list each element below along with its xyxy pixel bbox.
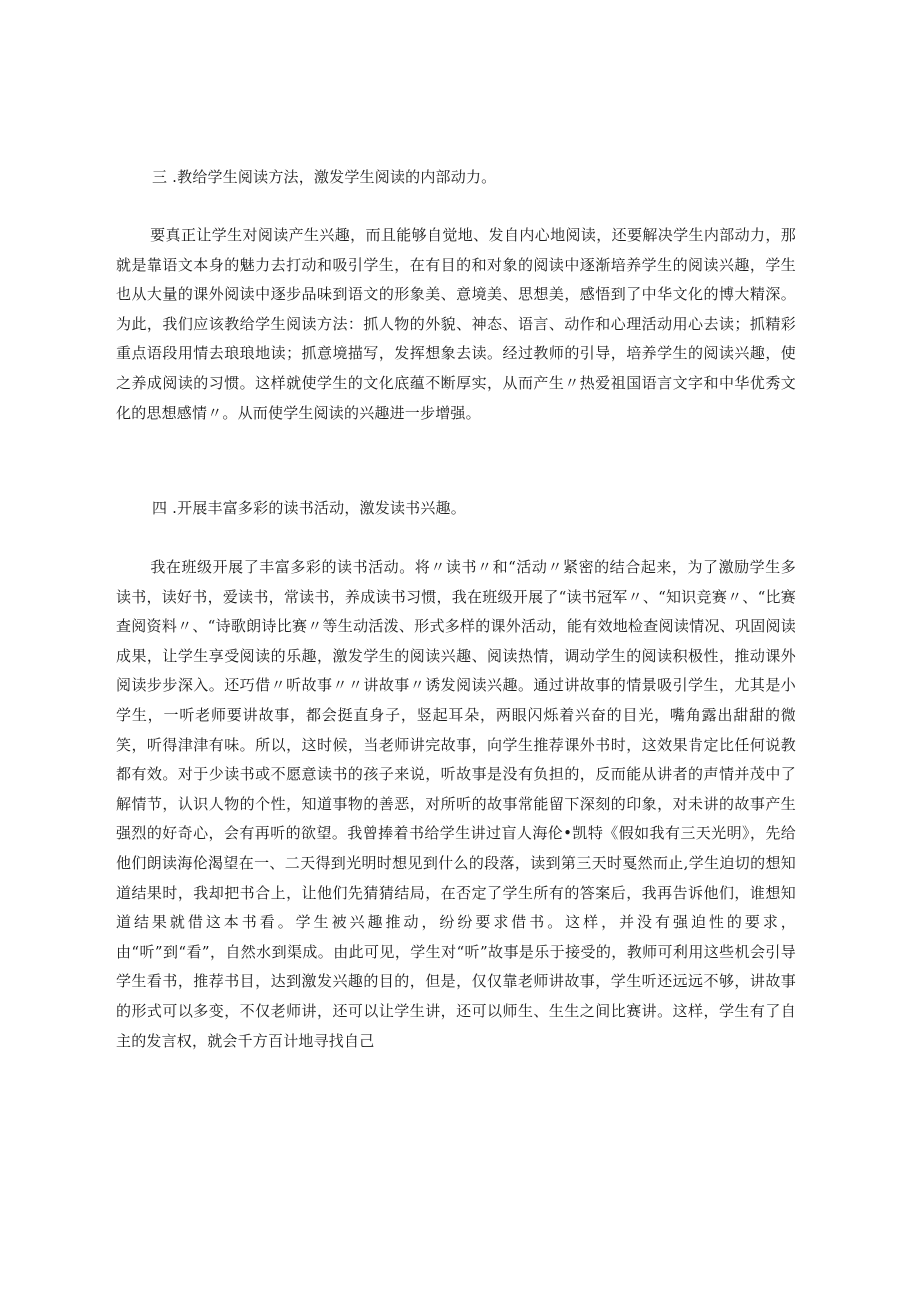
section-3-paragraph	[116, 221, 796, 428]
section-4-paragraph	[116, 553, 796, 1056]
section-4-heading-text: 四 .开展丰富多彩的读书活动，激发读书兴趣。	[152, 499, 466, 517]
section-3-heading	[116, 166, 796, 188]
section-4-heading	[116, 497, 796, 519]
section-3-heading-text: 三 .教给学生阅读方法，激发学生阅读的内部动力。	[152, 168, 497, 186]
section-4-paragraph-text: 我在班级开展了丰富多彩的读书活动。将〃读书〃和“活动〃紧密的结合起来，为了激励学生多读书，读好书，爱读书，常读书，养成读书习惯，我在班级开展了“读书冠军〃、“知识竞赛〃、“比赛查阅资料〃、“诗歌朗诗比赛〃等生动活泼、形式多样的课外活动，能有效地检查阅读情况、巩固阅读成果，让学生享受阅读的乐趣，激发学生的阅读兴趣、阅读热情，调动学生的阅读积极性，推动课外阅读步步深入。还巧借〃听故事〃〃讲故事〃诱发阅读兴趣。通过讲故事的情景吸引学生，尤其是小学生，一听老师要讲故事，都会挺直身子，竖起耳朵，两眼闪烁着兴奋的目光，嘴角露出甜甜的微笑，听得津津有味。所以，这时候，当老师讲完故事，向学生推荐课外书时，这效果肯定比任何说教都有效。对于少读书或不愿意读书的孩子来说，听故事是没有负担的，反而能从讲者的声情并茂中了解情节，认识人物的个性，知道事物的善恶，对所听的故事常能留下深刻的印象，对未讲的故事产生强烈的好奇心，会有再听的欲望。我曾捧着书给学生讲过盲人海伦•凯特《假如我有三天光明》，先给他们朗读海伦渴望在一、二天得到光明时想见到什么的段落，读到第三天时戛然而止,学生迫切的想知道结果时，我却把书合上，让他们先猜猜结局，在否定了学生所有的答案后，我再告诉他们，谁想知道结果就借这本书看。学生被兴趣推动，纷纷要求借书。这样，并没有强迫性的要求，由“听”到“看”，自然水到渠成。由此可见，学生对“听”故事是乐于接受的，教师可利用这些机会引导学生看书，推荐书目，达到激发兴趣的目的，但是，仅仅靠老师讲故事，学生听还远远不够，讲故事的形式可以多变，不仅老师讲，还可以让学生讲，还可以师生、生生之间比赛讲。这样，学生有了自主的发言权，就会千方百计地寻找自己	[116, 558, 796, 1050]
section-3-paragraph-text: 要真正让学生对阅读产生兴趣，而且能够自觉地、发自内心地阅读，还要解决学生内部动力，那就是靠语文本身的魅力去打动和吸引学生，在有目的和对象的阅读中逐渐培养学生的阅读兴趣，学生也从大量的课外阅读中逐步品味到语文的形象美、意境美、思想美，感悟到了中华文化的博大精深。为此，我们应该教给学生阅读方法：抓人物的外貌、神态、语言、动作和心理活动用心去读；抓精彩重点语段用情去琅琅地读；抓意境描写，发挥想象去读。经过教师的引导，培养学生的阅读兴趣，使之养成阅读的习惯。这样就使学生的文化底蕴不断厚实，从而产生〃热爱祖国语言文字和中华优秀文化的思想感情〃。从而使学生阅读的兴趣进一步增强。	[116, 226, 796, 422]
